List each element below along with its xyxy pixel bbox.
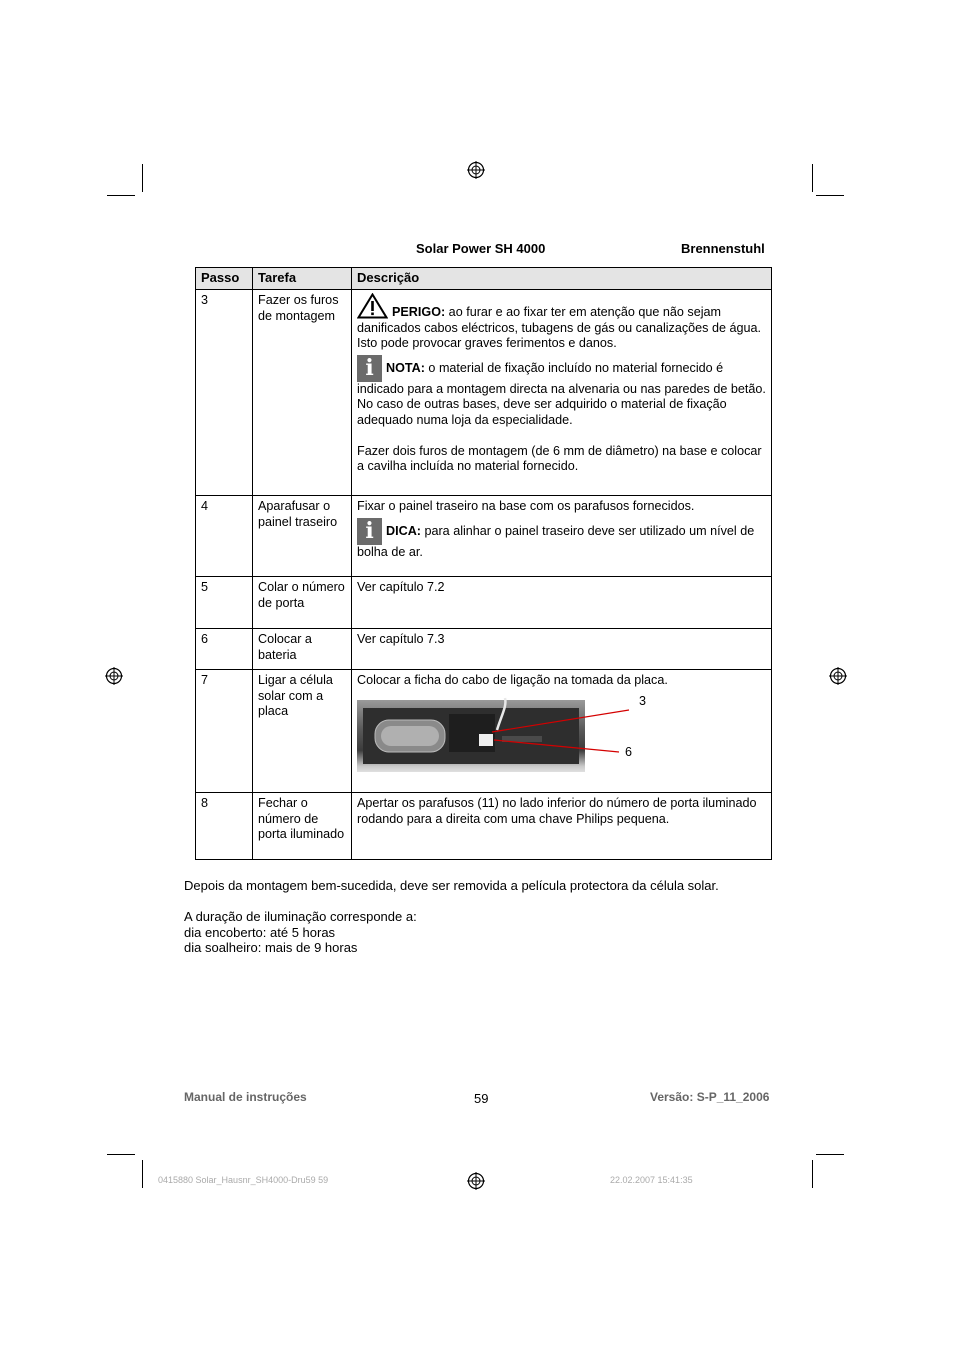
crop-mark — [142, 164, 143, 192]
step-task: Ligar a célula solar com a placa — [253, 670, 352, 793]
step-number: 8 — [196, 793, 253, 860]
step-number: 4 — [196, 496, 253, 577]
body-line: A duração de iluminação corresponde a: — [184, 909, 417, 924]
registration-mark-icon — [105, 667, 123, 685]
crop-mark — [812, 1160, 813, 1188]
header-brand: Brennenstuhl — [681, 241, 765, 256]
info-icon: i — [357, 518, 382, 545]
registration-mark-icon — [829, 667, 847, 685]
step-task: Aparafusar o painel traseiro — [253, 496, 352, 577]
step-number: 7 — [196, 670, 253, 793]
note-label: NOTA: — [386, 360, 425, 375]
step-number: 5 — [196, 577, 253, 629]
step-number: 3 — [196, 290, 253, 496]
danger-paragraph — [357, 293, 766, 352]
info-icon: i — [357, 355, 382, 382]
step-description: Ver capítulo 7.2 — [352, 577, 772, 629]
steps-table — [195, 267, 772, 860]
body-line: dia soalheiro: mais de 9 horas — [184, 940, 358, 955]
table-row — [196, 670, 772, 793]
header-product: Solar Power SH 4000 — [416, 241, 546, 256]
crop-mark — [107, 195, 135, 196]
page-number: 59 — [474, 1091, 489, 1106]
tip-text: para alinhar o painel traseiro deve ser utilizado um nível de bolha de ar. — [357, 523, 755, 559]
step-description — [352, 290, 772, 496]
step-number: 6 — [196, 629, 253, 670]
table-row — [196, 577, 772, 629]
photo-drawing — [357, 700, 657, 772]
step-instruction: Fixar o painel traseiro na base com os parafusos fornecidos. — [357, 499, 695, 513]
column-header-description: Descrição — [352, 268, 772, 290]
footer-manual: Manual de instruções — [184, 1090, 307, 1104]
print-slug-date: 22.02.2007 15:41:35 — [610, 1175, 693, 1185]
body-line: dia encoberto: até 5 horas — [184, 925, 336, 940]
step-description — [352, 496, 772, 577]
print-slug-file: 0415880 Solar_Hausnr_SH4000-Dru59 59 — [158, 1175, 329, 1185]
danger-text: ao furar e ao fixar ter em atenção que não sejam danificados cabos eléctricos, tubagens de gás ou canalizações de água. Isto pode provocar graves ferimentos e danos. — [357, 305, 761, 351]
circuit-board-photo — [357, 693, 647, 772]
callout-label: 6 — [625, 744, 633, 759]
table-row — [196, 629, 772, 670]
crop-mark — [142, 1160, 143, 1188]
column-header-step: Passo — [196, 268, 253, 290]
step-task: Fechar o número de porta iluminado — [253, 793, 352, 860]
footer-version: Versão: S-P_11_2006 — [650, 1090, 770, 1104]
step-task: Fazer os furos de montagem — [253, 290, 352, 496]
step-task: Colar o número de porta — [253, 577, 352, 629]
note-text: o material de fixação incluído no material fornecido é indicado para a montagem directa na alvenaria ou nas paredes de betão. No caso de outras bases, deve ser adquirido o material de fixação adequado numa loja da especialidade. — [357, 360, 766, 427]
crop-mark — [816, 1154, 844, 1155]
step-instruction: Fazer dois furos de montagem (de 6 mm de diâmetro) na base e colocar a cavilha incluída no material fornecido. — [357, 443, 762, 474]
crop-mark — [107, 1154, 135, 1155]
table-row — [196, 290, 772, 496]
table-header-row — [196, 268, 772, 290]
crop-mark — [812, 164, 813, 192]
body-paragraph: Depois da montagem bem-sucedida, deve ser removida a película protectora da célula solar. — [184, 878, 719, 893]
step-description: Ver capítulo 7.3 — [352, 629, 772, 670]
step-instruction: Colocar a ficha do cabo de ligação na tomada da placa. — [357, 673, 668, 687]
crop-mark — [816, 195, 844, 196]
table-row — [196, 793, 772, 860]
tip-paragraph — [357, 518, 766, 561]
step-description: Apertar os parafusos (11) no lado inferior do número de porta iluminado rodando para a direita com uma chave Philips pequena. — [352, 793, 772, 860]
registration-mark-icon — [467, 161, 485, 179]
step-description — [352, 670, 772, 793]
table-row — [196, 496, 772, 577]
column-header-task: Tarefa — [253, 268, 352, 290]
danger-label: PERIGO: — [392, 305, 446, 319]
callout-label: 3 — [639, 693, 647, 708]
warning-icon — [357, 293, 388, 319]
note-paragraph — [357, 355, 766, 429]
registration-mark-icon — [467, 1172, 485, 1190]
step-task: Colocar a bateria — [253, 629, 352, 670]
tip-label: DICA: — [386, 523, 421, 538]
